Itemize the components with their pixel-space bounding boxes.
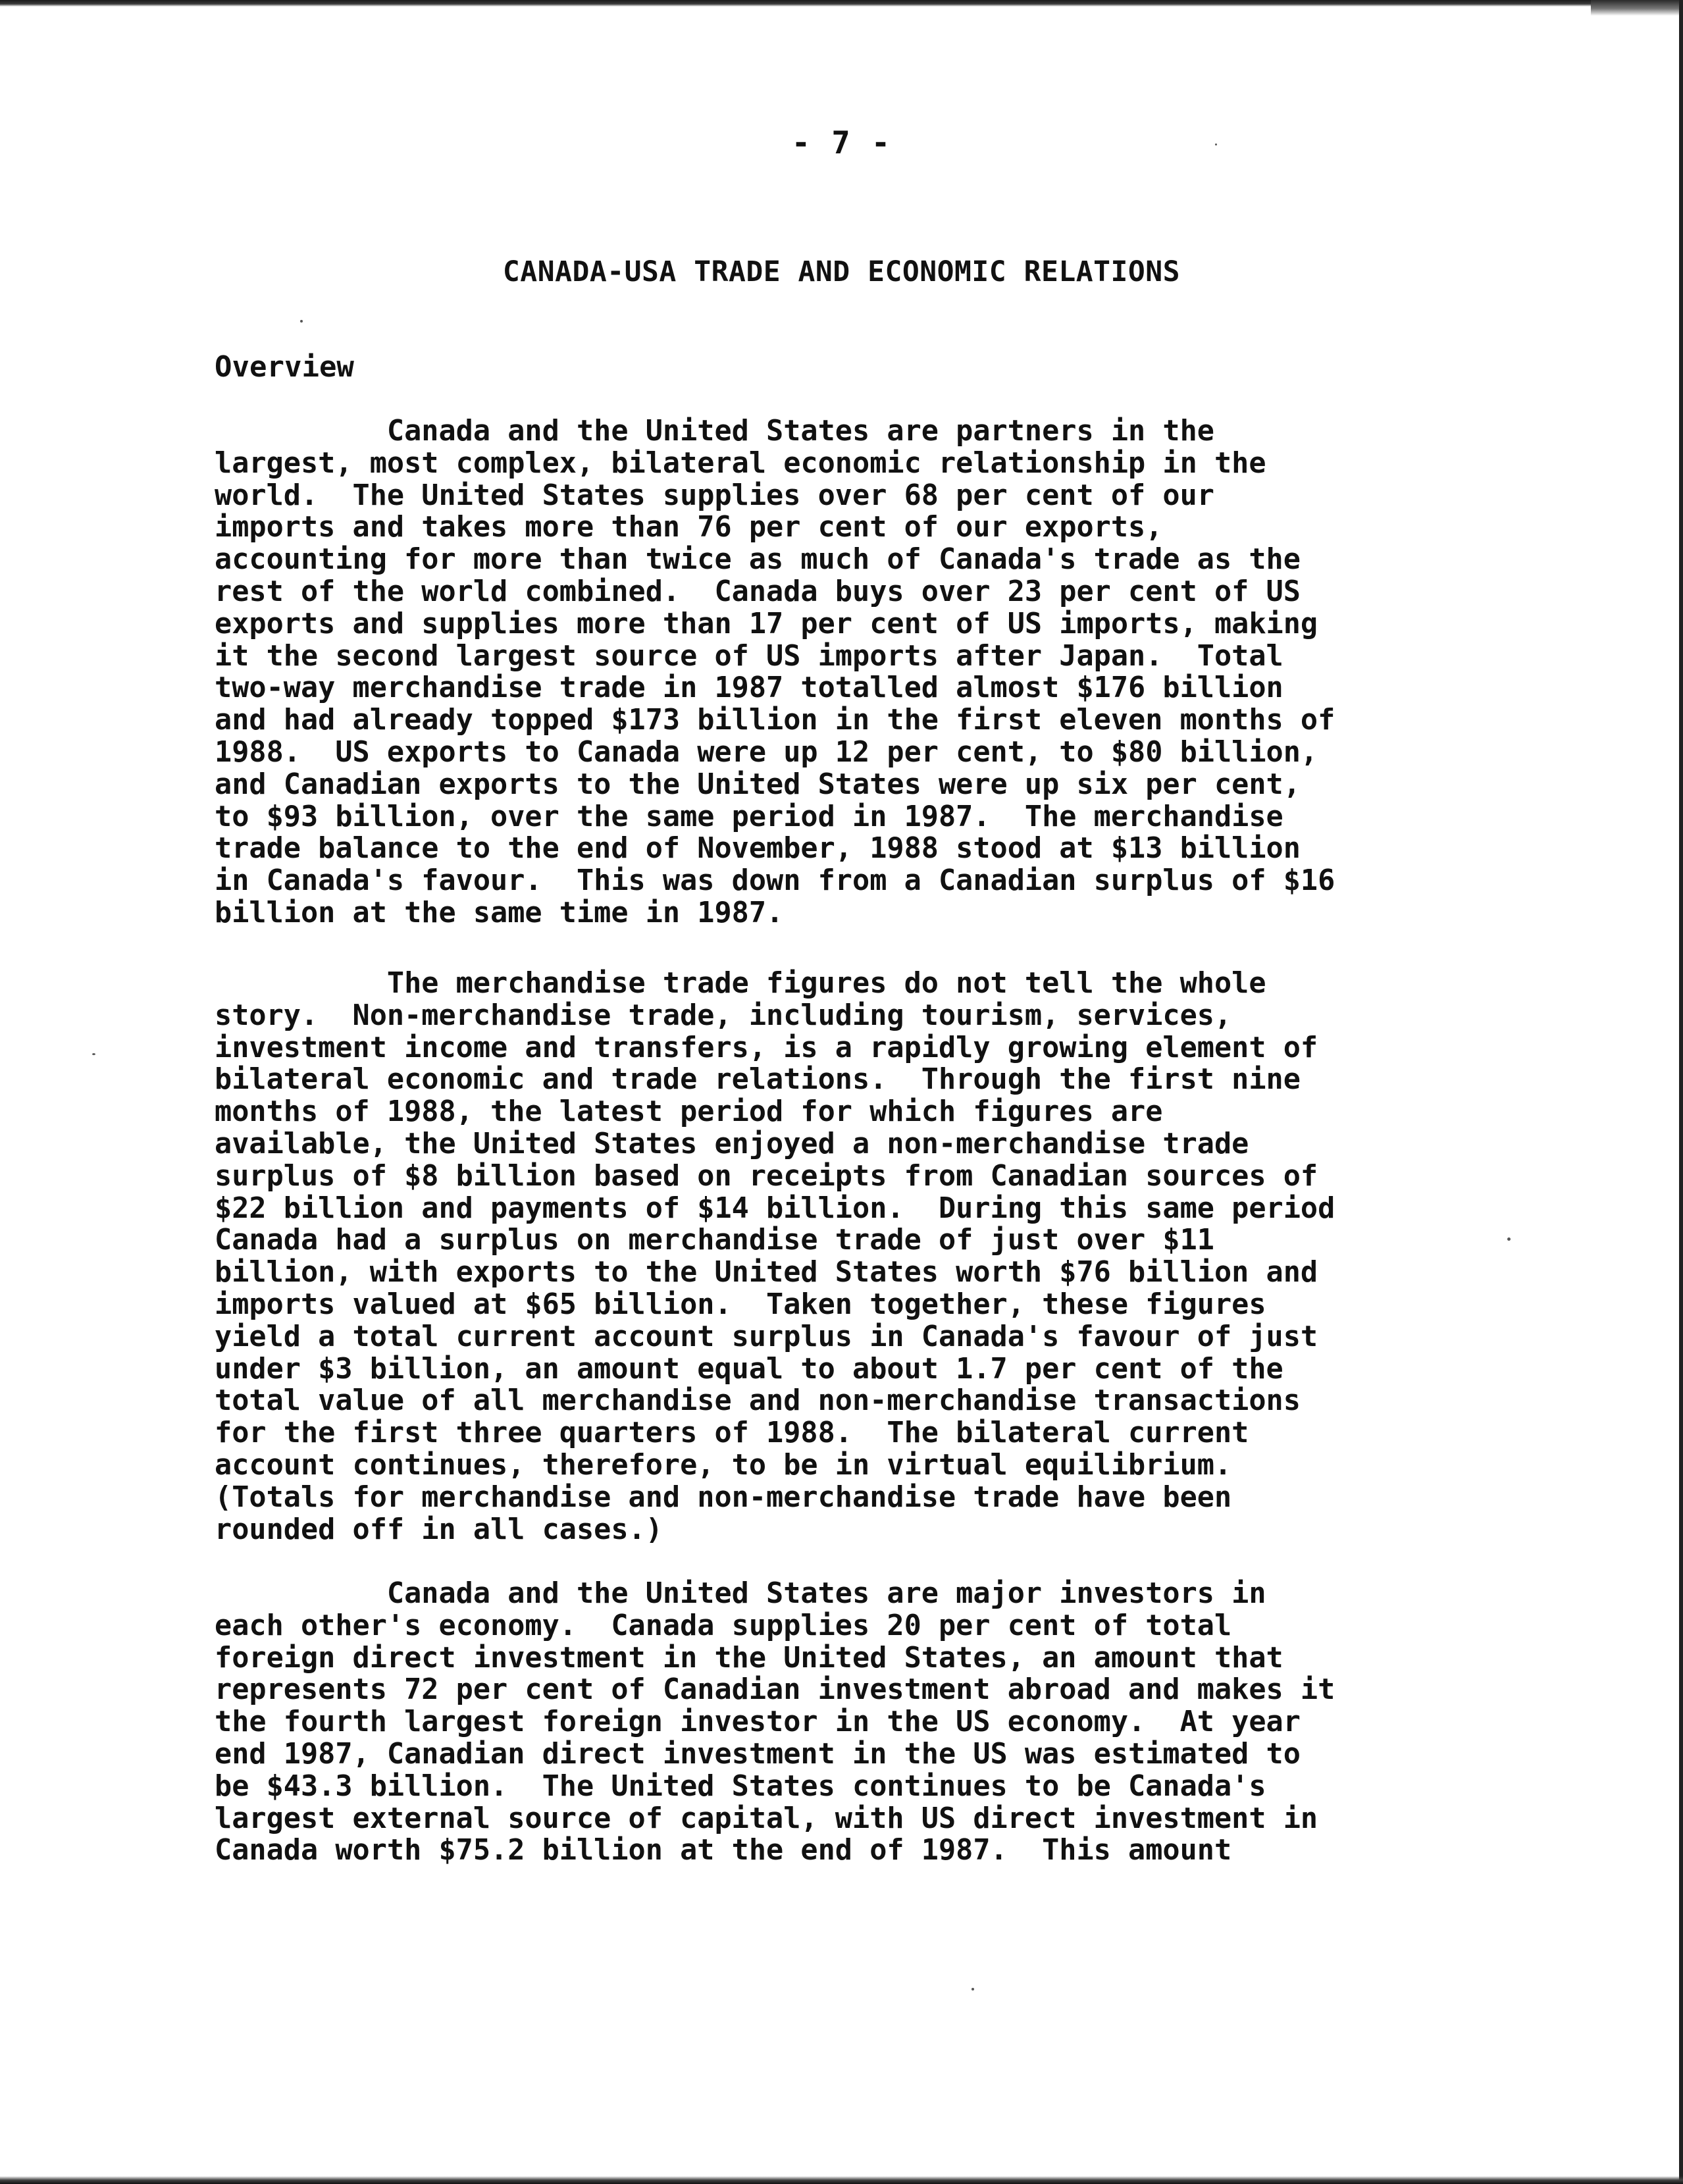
paragraph-line: Canada and the United States are partners in the — [215, 415, 1214, 448]
paragraph-line: Canada worth $75.2 billion at the end of 1987. This amount — [215, 1834, 1232, 1867]
paragraph-line: available, the United States enjoyed a non-merchandise trade — [215, 1127, 1249, 1160]
scan-speck — [1507, 1237, 1511, 1241]
paragraph-line: for the first three quarters of 1988. The bilateral current — [215, 1417, 1249, 1450]
paragraph-line: surplus of $8 billion based on receipts from Canadian sources of — [215, 1159, 1318, 1193]
paragraph-line: months of 1988, the latest period for which figures are — [215, 1095, 1163, 1129]
paragraph-line: rest of the world combined. Canada buys over 23 per cent of US — [215, 575, 1301, 608]
paragraph-line: each other's economy. Canada supplies 20 per cent of total — [215, 1609, 1232, 1642]
paragraph-line: yield a total current account surplus in Canada's favour of just — [215, 1320, 1318, 1353]
paragraph-non-merchandise-trade — [215, 968, 1505, 1546]
paragraph-line: the fourth largest foreign investor in the US economy. At year — [215, 1705, 1301, 1739]
document-title: CANADA-USA TRADE AND ECONOMIC RELATIONS — [502, 255, 1181, 288]
paragraph-line: investment income and transfers, is a rapidly growing element of — [215, 1031, 1318, 1064]
paragraph-line: imports and takes more than 76 per cent of our exports, — [215, 511, 1163, 544]
scan-edge-top — [0, 0, 1683, 7]
paragraph-line: under $3 billion, an amount equal to about 1.7 per cent of the — [215, 1352, 1283, 1386]
paragraph-line: foreign direct investment in the United States, an amount that — [215, 1641, 1283, 1675]
scan-speck — [92, 1053, 95, 1055]
paragraph-line: it the second largest source of US imports after Japan. Total — [215, 639, 1283, 673]
scan-speck — [300, 320, 303, 323]
paragraph-line: $22 billion and payments of $14 billion. During this same period — [215, 1191, 1335, 1225]
scan-speck — [971, 1988, 974, 1990]
paragraph-line: imports valued at $65 billion. Taken together, these figures — [215, 1287, 1266, 1321]
paragraph-line: world. The United States supplies over 68 per cent of our — [215, 479, 1214, 512]
paragraph-trade-overview — [215, 415, 1505, 929]
paragraph-line: total value of all merchandise and non-merchandise transactions — [215, 1384, 1301, 1418]
paragraph-line: story. Non-merchandise trade, including tourism, services, — [215, 999, 1232, 1032]
paragraph-line: and had already topped $173 billion in the first eleven months of — [215, 704, 1335, 737]
paragraph-line: 1988. US exports to Canada were up 12 per cent, to $80 billion, — [215, 735, 1318, 769]
paragraph-line: (Totals for merchandise and non-merchandise trade have been — [215, 1480, 1232, 1514]
paragraph-line: to $93 billion, over the same period in 1987. The merchandise — [215, 800, 1283, 833]
paragraph-line: The merchandise trade figures do not tell the whole — [215, 967, 1266, 1000]
paragraph-line: largest, most complex, bilateral economic relationship in the — [215, 446, 1266, 480]
page-number: - 7 - — [791, 125, 892, 161]
scan-edge-bottom — [0, 2176, 1683, 2184]
paragraph-line: be $43.3 billion. The United States continues to be Canada's — [215, 1769, 1266, 1803]
paragraph-line: bilateral economic and trade relations. Through the first nine — [215, 1063, 1301, 1097]
paragraph-line: represents 72 per cent of Canadian investment abroad and makes it — [215, 1673, 1335, 1707]
paragraph-line: and Canadian exports to the United States were up six per cent, — [215, 767, 1301, 801]
paragraph-line: billion at the same time in 1987. — [215, 896, 784, 929]
paragraph-line: rounded off in all cases.) — [215, 1513, 663, 1546]
paragraph-line: Canada and the United States are major investors in — [215, 1577, 1266, 1610]
paragraph-line: in Canada's favour. This was down from a Canadian surplus of $16 — [215, 864, 1335, 898]
scan-edge-right — [1679, 0, 1683, 2184]
paragraph-line: account continues, therefore, to be in virtual equilibrium. — [215, 1448, 1232, 1482]
paragraph-line: end 1987, Canadian direct investment in the US was estimated to — [215, 1737, 1301, 1771]
scan-edge-top-corner — [1591, 0, 1683, 16]
paragraph-line: trade balance to the end of November, 1988 stood at $13 billion — [215, 832, 1301, 866]
paragraph-line: billion, with exports to the United States worth $76 billion and — [215, 1256, 1318, 1289]
paragraph-line: Canada had a surplus on merchandise trade of just over $11 — [215, 1224, 1214, 1257]
paragraph-investment — [215, 1578, 1505, 1867]
paragraph-line: two-way merchandise trade in 1987 totalled almost $176 billion — [215, 671, 1283, 705]
section-heading: Overview — [215, 350, 354, 384]
paragraph-line: largest external source of capital, with US direct investment in — [215, 1802, 1318, 1835]
paragraph-line: exports and supplies more than 17 per cent of US imports, making — [215, 607, 1318, 640]
paragraph-line: accounting for more than twice as much of Canada's trade as the — [215, 543, 1301, 577]
